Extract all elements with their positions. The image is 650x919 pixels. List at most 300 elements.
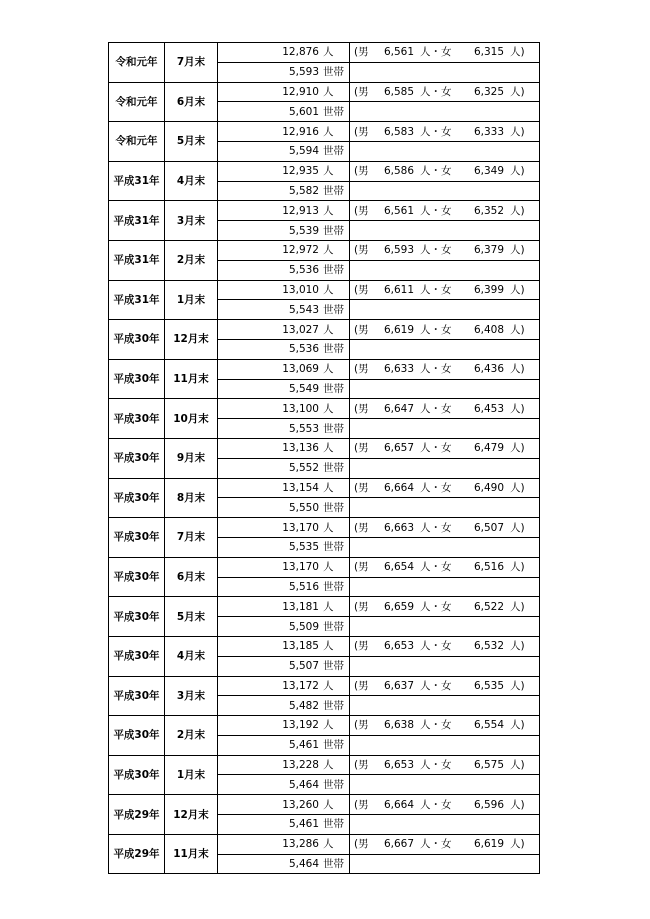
person-unit: 人: [323, 640, 334, 653]
male-value: 6,653: [383, 759, 414, 772]
households-cell: [218, 537, 350, 557]
male-value: 6,637: [383, 679, 414, 692]
households-cell: [218, 854, 350, 874]
table-row-population: [109, 438, 540, 458]
male-value: 6,611: [383, 283, 414, 296]
month-cell: 12月末: [165, 795, 218, 835]
household-unit: 世帯: [323, 184, 344, 197]
person-unit: 人: [323, 679, 334, 692]
male-value: 6,561: [383, 46, 414, 59]
households-cell: [218, 62, 350, 82]
era-cell: 平成30年: [109, 359, 165, 399]
person-unit: 人: [323, 481, 334, 494]
female-close-label: 人): [510, 561, 525, 574]
household-unit: 世帯: [323, 620, 344, 633]
person-sep-label: 人・女: [420, 640, 452, 653]
male-open-label: (男: [354, 481, 369, 494]
female-value: 6,516: [473, 561, 504, 574]
empty-cell: [350, 260, 540, 280]
empty-cell: [350, 62, 540, 82]
population-value: 13,136: [282, 442, 319, 455]
female-value: 6,479: [473, 442, 504, 455]
female-close-label: 人): [510, 521, 525, 534]
table-row-population: [109, 597, 540, 617]
person-sep-label: 人・女: [420, 323, 452, 336]
female-close-label: 人): [510, 481, 525, 494]
empty-cell: [350, 498, 540, 518]
empty-cell: [350, 458, 540, 478]
female-value: 6,554: [473, 719, 504, 732]
gender-breakdown-cell: [350, 834, 540, 854]
households-cell: [218, 617, 350, 637]
female-value: 6,532: [473, 640, 504, 653]
person-unit: 人: [323, 46, 334, 59]
person-sep-label: 人・女: [420, 838, 452, 851]
person-sep-label: 人・女: [420, 85, 452, 98]
month-cell: 2月末: [165, 240, 218, 280]
female-close-label: 人): [510, 125, 525, 138]
gender-breakdown-cell: [350, 597, 540, 617]
female-value: 6,399: [473, 283, 504, 296]
table-row-population: [109, 755, 540, 775]
male-value: 6,586: [383, 165, 414, 178]
female-value: 6,379: [473, 244, 504, 257]
male-open-label: (男: [354, 244, 369, 257]
table-row-population: [109, 122, 540, 142]
era-cell: 平成30年: [109, 438, 165, 478]
era-cell: 平成30年: [109, 557, 165, 597]
female-close-label: 人): [510, 283, 525, 296]
households-cell: [218, 498, 350, 518]
empty-cell: [350, 577, 540, 597]
person-sep-label: 人・女: [420, 442, 452, 455]
male-open-label: (男: [354, 521, 369, 534]
population-cell: [218, 716, 350, 736]
household-unit: 世帯: [323, 343, 344, 356]
male-value: 6,653: [383, 640, 414, 653]
gender-breakdown-cell: [350, 755, 540, 775]
households-cell: [218, 419, 350, 439]
population-cell: [218, 161, 350, 181]
empty-cell: [350, 141, 540, 161]
households-value: 5,464: [288, 778, 319, 791]
empty-cell: [350, 419, 540, 439]
male-value: 6,654: [383, 561, 414, 574]
population-cell: [218, 676, 350, 696]
gender-breakdown-cell: [350, 518, 540, 538]
households-cell: [218, 141, 350, 161]
era-cell: 平成31年: [109, 280, 165, 320]
male-value: 6,657: [383, 442, 414, 455]
empty-cell: [350, 854, 540, 874]
female-value: 6,453: [473, 402, 504, 415]
population-cell: [218, 280, 350, 300]
person-unit: 人: [323, 600, 334, 613]
population-cell: [218, 636, 350, 656]
households-value: 5,536: [288, 343, 319, 356]
population-value: 13,027: [282, 323, 319, 336]
person-unit: 人: [323, 442, 334, 455]
population-value: 13,154: [282, 481, 319, 494]
male-open-label: (男: [354, 204, 369, 217]
household-unit: 世帯: [323, 660, 344, 673]
male-open-label: (男: [354, 85, 369, 98]
male-open-label: (男: [354, 679, 369, 692]
population-table-body: [109, 43, 540, 874]
month-cell: 1月末: [165, 280, 218, 320]
households-cell: [218, 458, 350, 478]
male-open-label: (男: [354, 442, 369, 455]
households-cell: [218, 775, 350, 795]
table-row-population: [109, 716, 540, 736]
female-close-label: 人): [510, 798, 525, 811]
gender-breakdown-cell: [350, 43, 540, 63]
female-value: 6,522: [473, 600, 504, 613]
person-sep-label: 人・女: [420, 46, 452, 59]
households-value: 5,550: [288, 501, 319, 514]
gender-breakdown-cell: [350, 399, 540, 419]
population-value: 13,010: [282, 283, 319, 296]
gender-breakdown-cell: [350, 280, 540, 300]
male-open-label: (男: [354, 125, 369, 138]
person-unit: 人: [323, 204, 334, 217]
male-open-label: (男: [354, 46, 369, 59]
month-cell: 1月末: [165, 755, 218, 795]
empty-cell: [350, 181, 540, 201]
household-unit: 世帯: [323, 699, 344, 712]
households-value: 5,601: [288, 105, 319, 118]
male-value: 6,585: [383, 85, 414, 98]
population-value: 13,286: [282, 838, 319, 851]
month-cell: 11月末: [165, 359, 218, 399]
household-unit: 世帯: [323, 580, 344, 593]
male-open-label: (男: [354, 561, 369, 574]
male-open-label: (男: [354, 640, 369, 653]
gender-breakdown-cell: [350, 716, 540, 736]
era-cell: 平成30年: [109, 716, 165, 756]
female-close-label: 人): [510, 402, 525, 415]
female-value: 6,352: [473, 204, 504, 217]
person-sep-label: 人・女: [420, 165, 452, 178]
month-cell: 7月末: [165, 43, 218, 83]
person-sep-label: 人・女: [420, 204, 452, 217]
empty-cell: [350, 735, 540, 755]
gender-breakdown-cell: [350, 122, 540, 142]
person-unit: 人: [323, 759, 334, 772]
household-unit: 世帯: [323, 541, 344, 554]
person-unit: 人: [323, 165, 334, 178]
female-close-label: 人): [510, 640, 525, 653]
empty-cell: [350, 300, 540, 320]
person-sep-label: 人・女: [420, 481, 452, 494]
person-unit: 人: [323, 719, 334, 732]
population-cell: [218, 597, 350, 617]
gender-breakdown-cell: [350, 359, 540, 379]
person-unit: 人: [323, 85, 334, 98]
population-cell: [218, 201, 350, 221]
person-sep-label: 人・女: [420, 283, 452, 296]
male-value: 6,647: [383, 402, 414, 415]
era-cell: 平成31年: [109, 240, 165, 280]
male-value: 6,664: [383, 798, 414, 811]
male-open-label: (男: [354, 838, 369, 851]
person-unit: 人: [323, 283, 334, 296]
population-cell: [218, 795, 350, 815]
households-cell: [218, 577, 350, 597]
female-value: 6,507: [473, 521, 504, 534]
population-table: [108, 42, 540, 874]
female-close-label: 人): [510, 719, 525, 732]
households-value: 5,461: [288, 739, 319, 752]
population-cell: [218, 399, 350, 419]
female-value: 6,436: [473, 363, 504, 376]
household-unit: 世帯: [323, 818, 344, 831]
population-cell: [218, 755, 350, 775]
households-value: 5,553: [288, 422, 319, 435]
month-cell: 5月末: [165, 597, 218, 637]
empty-cell: [350, 379, 540, 399]
population-cell: [218, 834, 350, 854]
population-value: 13,170: [282, 521, 319, 534]
households-value: 5,509: [288, 620, 319, 633]
population-value: 12,935: [282, 165, 319, 178]
table-row-population: [109, 399, 540, 419]
female-close-label: 人): [510, 244, 525, 257]
household-unit: 世帯: [323, 382, 344, 395]
male-value: 6,659: [383, 600, 414, 613]
era-cell: 平成31年: [109, 201, 165, 241]
households-value: 5,461: [288, 818, 319, 831]
female-value: 6,490: [473, 481, 504, 494]
person-unit: 人: [323, 323, 334, 336]
table-row-population: [109, 240, 540, 260]
female-value: 6,315: [473, 46, 504, 59]
households-value: 5,464: [288, 858, 319, 871]
male-value: 6,663: [383, 521, 414, 534]
population-value: 13,100: [282, 402, 319, 415]
person-unit: 人: [323, 402, 334, 415]
month-cell: 3月末: [165, 676, 218, 716]
population-value: 12,972: [282, 244, 319, 257]
households-cell: [218, 735, 350, 755]
population-cell: [218, 478, 350, 498]
household-unit: 世帯: [323, 145, 344, 158]
population-sheet: [108, 42, 540, 874]
female-value: 6,535: [473, 679, 504, 692]
household-unit: 世帯: [323, 303, 344, 316]
male-value: 6,619: [383, 323, 414, 336]
gender-breakdown-cell: [350, 795, 540, 815]
empty-cell: [350, 656, 540, 676]
person-unit: 人: [323, 838, 334, 851]
era-cell: 令和元年: [109, 43, 165, 83]
households-cell: [218, 300, 350, 320]
month-cell: 3月末: [165, 201, 218, 241]
female-close-label: 人): [510, 46, 525, 59]
female-close-label: 人): [510, 442, 525, 455]
female-value: 6,333: [473, 125, 504, 138]
male-open-label: (男: [354, 600, 369, 613]
male-value: 6,633: [383, 363, 414, 376]
table-row-population: [109, 82, 540, 102]
table-row-population: [109, 636, 540, 656]
month-cell: 2月末: [165, 716, 218, 756]
population-cell: [218, 122, 350, 142]
household-unit: 世帯: [323, 858, 344, 871]
households-cell: [218, 656, 350, 676]
male-value: 6,593: [383, 244, 414, 257]
population-cell: [218, 518, 350, 538]
male-value: 6,664: [383, 481, 414, 494]
male-value: 6,561: [383, 204, 414, 217]
female-close-label: 人): [510, 85, 525, 98]
person-sep-label: 人・女: [420, 402, 452, 415]
era-cell: 平成30年: [109, 478, 165, 518]
male-open-label: (男: [354, 719, 369, 732]
households-cell: [218, 181, 350, 201]
households-value: 5,539: [288, 224, 319, 237]
households-value: 5,535: [288, 541, 319, 554]
person-unit: 人: [323, 561, 334, 574]
empty-cell: [350, 696, 540, 716]
person-unit: 人: [323, 798, 334, 811]
population-value: 12,910: [282, 85, 319, 98]
households-cell: [218, 102, 350, 122]
empty-cell: [350, 537, 540, 557]
households-cell: [218, 696, 350, 716]
table-row-population: [109, 359, 540, 379]
month-cell: 11月末: [165, 834, 218, 874]
era-cell: 平成29年: [109, 795, 165, 835]
household-unit: 世帯: [323, 66, 344, 79]
population-cell: [218, 557, 350, 577]
female-value: 6,619: [473, 838, 504, 851]
male-open-label: (男: [354, 165, 369, 178]
era-cell: 平成30年: [109, 676, 165, 716]
population-value: 12,916: [282, 125, 319, 138]
female-value: 6,575: [473, 759, 504, 772]
household-unit: 世帯: [323, 105, 344, 118]
population-cell: [218, 240, 350, 260]
households-cell: [218, 339, 350, 359]
era-cell: 平成30年: [109, 597, 165, 637]
households-value: 5,549: [288, 382, 319, 395]
person-sep-label: 人・女: [420, 521, 452, 534]
empty-cell: [350, 339, 540, 359]
table-row-population: [109, 201, 540, 221]
person-sep-label: 人・女: [420, 719, 452, 732]
era-cell: 平成30年: [109, 399, 165, 439]
era-cell: 平成30年: [109, 636, 165, 676]
female-value: 6,325: [473, 85, 504, 98]
gender-breakdown-cell: [350, 676, 540, 696]
male-open-label: (男: [354, 323, 369, 336]
table-row-population: [109, 161, 540, 181]
households-cell: [218, 815, 350, 835]
empty-cell: [350, 102, 540, 122]
month-cell: 7月末: [165, 518, 218, 558]
gender-breakdown-cell: [350, 636, 540, 656]
table-row-population: [109, 320, 540, 340]
female-close-label: 人): [510, 165, 525, 178]
era-cell: 平成30年: [109, 518, 165, 558]
month-cell: 9月末: [165, 438, 218, 478]
female-close-label: 人): [510, 838, 525, 851]
gender-breakdown-cell: [350, 82, 540, 102]
table-row-population: [109, 518, 540, 538]
population-value: 13,185: [282, 640, 319, 653]
table-row-population: [109, 280, 540, 300]
female-close-label: 人): [510, 363, 525, 376]
era-cell: 平成30年: [109, 755, 165, 795]
population-cell: [218, 359, 350, 379]
month-cell: 4月末: [165, 636, 218, 676]
table-row-population: [109, 795, 540, 815]
male-value: 6,638: [383, 719, 414, 732]
month-cell: 10月末: [165, 399, 218, 439]
household-unit: 世帯: [323, 264, 344, 277]
female-close-label: 人): [510, 759, 525, 772]
person-unit: 人: [323, 521, 334, 534]
population-value: 13,069: [282, 363, 319, 376]
gender-breakdown-cell: [350, 438, 540, 458]
population-cell: [218, 438, 350, 458]
person-sep-label: 人・女: [420, 679, 452, 692]
male-open-label: (男: [354, 402, 369, 415]
person-sep-label: 人・女: [420, 600, 452, 613]
households-cell: [218, 379, 350, 399]
empty-cell: [350, 617, 540, 637]
population-value: 13,260: [282, 798, 319, 811]
era-cell: 平成31年: [109, 161, 165, 201]
households-cell: [218, 260, 350, 280]
person-unit: 人: [323, 363, 334, 376]
household-unit: 世帯: [323, 422, 344, 435]
female-close-label: 人): [510, 679, 525, 692]
population-value: 13,181: [282, 600, 319, 613]
gender-breakdown-cell: [350, 557, 540, 577]
households-value: 5,552: [288, 462, 319, 475]
households-value: 5,482: [288, 699, 319, 712]
empty-cell: [350, 775, 540, 795]
person-sep-label: 人・女: [420, 759, 452, 772]
era-cell: 平成30年: [109, 320, 165, 360]
month-cell: 12月末: [165, 320, 218, 360]
era-cell: 令和元年: [109, 82, 165, 122]
person-unit: 人: [323, 244, 334, 257]
male-open-label: (男: [354, 283, 369, 296]
household-unit: 世帯: [323, 224, 344, 237]
household-unit: 世帯: [323, 778, 344, 791]
households-value: 5,593: [288, 66, 319, 79]
gender-breakdown-cell: [350, 478, 540, 498]
person-sep-label: 人・女: [420, 244, 452, 257]
person-sep-label: 人・女: [420, 125, 452, 138]
population-value: 13,192: [282, 719, 319, 732]
population-value: 13,172: [282, 679, 319, 692]
gender-breakdown-cell: [350, 201, 540, 221]
male-open-label: (男: [354, 798, 369, 811]
male-open-label: (男: [354, 363, 369, 376]
month-cell: 4月末: [165, 161, 218, 201]
household-unit: 世帯: [323, 739, 344, 752]
female-value: 6,596: [473, 798, 504, 811]
person-sep-label: 人・女: [420, 363, 452, 376]
population-cell: [218, 82, 350, 102]
gender-breakdown-cell: [350, 161, 540, 181]
table-row-population: [109, 478, 540, 498]
table-row-population: [109, 834, 540, 854]
